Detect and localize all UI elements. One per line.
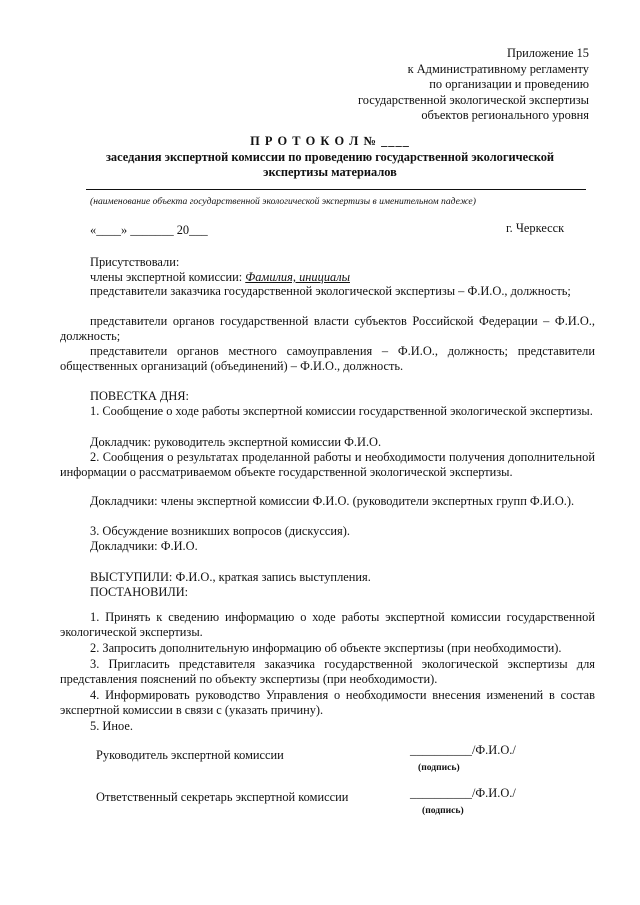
members-label: члены экспертной комиссии: [90, 270, 243, 284]
resolved-header: ПОСТАНОВИЛИ: [90, 585, 189, 599]
signature-secretary-caption: (подпись) [422, 805, 464, 816]
resolution-4: 4. Информировать руководство Управления о необходимости внесения изменений в состав экспертной комиссии в связи с (указать причину). [60, 688, 595, 718]
present-members [90, 270, 600, 285]
agenda-item-2: 2. Сообщения о результатах проделанной работы и необходимости получения дополнительной информации о рассматриваемом объекте государственной экологической экспертизы. [60, 450, 595, 480]
signature-head-name: /Ф.И.О./ [471, 743, 516, 757]
resolution-1: 1. Принять к сведению информацию о ходе работы экспертной комиссии государственной экологической экспертизы. [60, 610, 595, 640]
signature-secretary-name: /Ф.И.О./ [471, 786, 516, 800]
object-caption: (наименование объекта государственной экологической экспертизы в именительном падеже) [90, 196, 476, 207]
signature-secretary-field [410, 786, 516, 801]
object-name-line [86, 189, 586, 190]
appendix-line-5: объектов регионального уровня [421, 108, 589, 123]
document-title [60, 134, 600, 149]
members-value: Фамилия, инициалы [245, 270, 350, 284]
appendix-line-3: по организации и проведению [429, 77, 589, 92]
subtitle-line-2: экспертизы материалов [263, 165, 397, 180]
agenda-speaker-2: Докладчики: члены экспертной комиссии Ф.И.О. (руководители экспертных групп Ф.И.О.). [90, 494, 575, 508]
present-para-3: представители органов местного самоуправления – Ф.И.О., должность; представители общественных организаций (объединений) – Ф.И.О., должность. [60, 344, 595, 374]
spoke-line: ВЫСТУПИЛИ: Ф.И.О., краткая запись выступления. [90, 570, 371, 584]
appendix-line-4: государственной экологической экспертизы [357, 92, 589, 107]
appendix-line-1: Приложение 15 [507, 46, 589, 60]
agenda-speaker-1: Докладчик: руководитель экспертной комиссии Ф.И.О. [90, 435, 382, 449]
present-para-2: представители органов государственной власти субъектов Российской Федерации – Ф.И.О., должность; [60, 314, 595, 344]
present-header: Присутствовали: [90, 255, 180, 269]
signature-secretary-blank: __________ [410, 786, 472, 800]
title-heading: П Р О Т О К О Л № [250, 134, 377, 148]
signature-head-field [410, 743, 516, 758]
agenda-item-3: 3. Обсуждение возникших вопросов (дискуссия). [90, 524, 350, 538]
resolution-3: 3. Пригласить представителя заказчика государственной экологической экспертизы для представления пояснений по объекту экспертизы (при необходимости). [60, 657, 595, 687]
signature-head-label: Руководитель экспертной комиссии [96, 748, 284, 762]
agenda-speaker-3: Докладчики: Ф.И.О. [90, 539, 198, 553]
document-subtitle [60, 150, 600, 181]
agenda-header: ПОВЕСТКА ДНЯ: [90, 389, 189, 403]
resolution-2: 2. Запросить дополнительную информацию об объекте экспертизы (при необходимости). [90, 641, 562, 655]
appendix-line-2: к Административному регламенту [407, 61, 589, 76]
resolution-5: 5. Иное. [90, 719, 133, 733]
agenda-item-1: 1. Сообщение о ходе работы экспертной комиссии государственной экологической экспертизы. [90, 404, 593, 418]
title-number-blank: ____ [381, 134, 410, 148]
date-line: «____» _______ 20___ [90, 223, 208, 237]
signature-secretary-label: Ответственный секретарь экспертной комиссии [96, 790, 349, 804]
appendix-block [300, 46, 589, 124]
present-para-1: представители заказчика государственной экологической экспертизы – Ф.И.О., должность; [90, 284, 571, 298]
signature-head-blank: __________ [410, 743, 472, 757]
subtitle-line-1: заседания экспертной комиссии по проведению государственной экологической [105, 150, 555, 164]
city: г. Черкесск [506, 221, 565, 235]
signature-head-caption: (подпись) [418, 762, 460, 773]
